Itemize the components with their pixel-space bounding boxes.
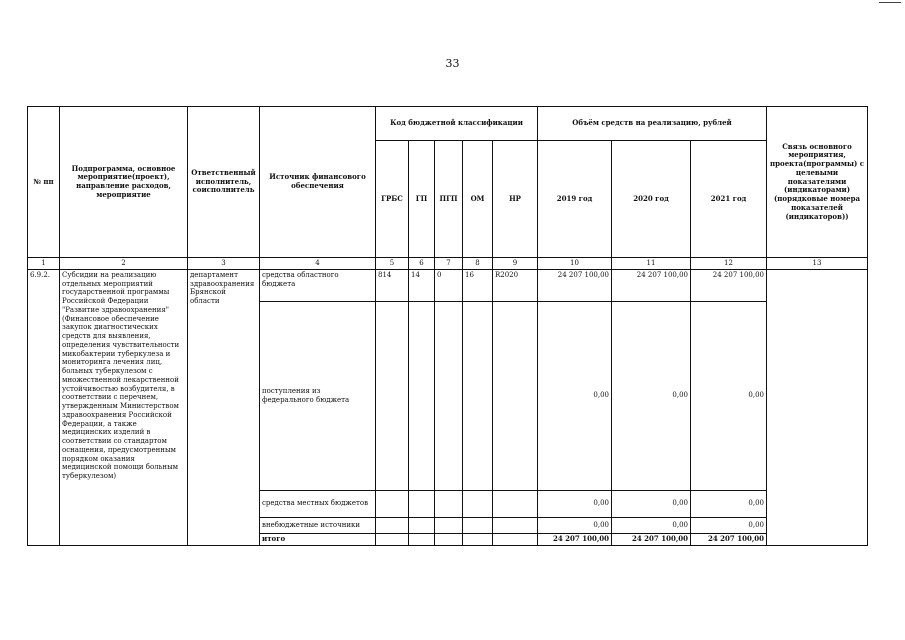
cell-om: 16 [463, 269, 493, 301]
cell-pgp [435, 490, 463, 517]
header-budget-class: Код бюджетной классификации [376, 107, 538, 141]
cell-2021: 0,00 [691, 301, 767, 490]
header-gp: ГП [409, 141, 435, 258]
corner-mark [879, 2, 901, 3]
column-number: 13 [767, 258, 868, 270]
column-number: 7 [435, 258, 463, 270]
cell-gp [409, 533, 435, 545]
cell-pgp [435, 517, 463, 533]
cell-pgp [435, 301, 463, 490]
column-number: 6 [409, 258, 435, 270]
cell-grbs [376, 517, 409, 533]
column-number: 2 [60, 258, 188, 270]
cell-link [767, 269, 868, 545]
cell-2019: 24 207 100,00 [538, 269, 612, 301]
cell-pgp [435, 533, 463, 545]
cell-2021: 0,00 [691, 490, 767, 517]
cell-2021: 24 207 100,00 [691, 533, 767, 545]
column-number: 1 [28, 258, 60, 270]
header-grbs: ГРБС [376, 141, 409, 258]
cell-np [493, 490, 538, 517]
source-name: средства местных бюджетов [260, 490, 376, 517]
header-volume: Объём средств на реализацию, рублей [538, 107, 767, 141]
cell-grbs [376, 301, 409, 490]
cell-2019: 0,00 [538, 517, 612, 533]
cell-2020: 24 207 100,00 [612, 533, 691, 545]
source-name: внебюджетные источники [260, 517, 376, 533]
header-np: НР [493, 141, 538, 258]
cell-2021: 24 207 100,00 [691, 269, 767, 301]
cell-om [463, 490, 493, 517]
cell-2020: 0,00 [612, 517, 691, 533]
cell-2020: 0,00 [612, 490, 691, 517]
source-name: итого [260, 533, 376, 545]
cell-pgp: 0 [435, 269, 463, 301]
column-number: 9 [493, 258, 538, 270]
header-pgp: ПГП [435, 141, 463, 258]
cell-om [463, 301, 493, 490]
header-2020: 2020 год [612, 141, 691, 258]
source-name: поступления из федерального бюджета [260, 301, 376, 490]
page-number: 33 [445, 57, 460, 70]
column-number: 3 [188, 258, 260, 270]
cell-np [493, 533, 538, 545]
cell-grbs [376, 490, 409, 517]
cell-2019: 0,00 [538, 301, 612, 490]
cell-gp: 14 [409, 269, 435, 301]
header-source: Источник финансового обеспечения [260, 107, 376, 258]
header-row-1 [28, 107, 868, 141]
cell-gp [409, 301, 435, 490]
header-executor: Ответственный исполнитель, соисполнитель [188, 107, 260, 258]
column-number-row [28, 258, 868, 270]
column-number: 5 [376, 258, 409, 270]
row-number: 6.9.2. [28, 269, 60, 545]
cell-2020: 0,00 [612, 301, 691, 490]
header-link: Связь основного мероприятия, проекта(программы) с целевыми показателями (индикаторами) (порядковые номера показателей (индикаторов)) [767, 107, 868, 258]
cell-np [493, 517, 538, 533]
cell-gp [409, 517, 435, 533]
header-om: ОМ [463, 141, 493, 258]
table-row [28, 269, 868, 301]
row-description: Субсидии на реализацию отдельных мероприятий государственной программы Российской Федерации "Развитие здравоохранения" (Финансовое обеспечение закупок диагностических средств для выявления, определения чувствительности микобактерии туберкулеза и мониторинга лечения лиц, больных туберкулезом с множественной лекарственной устойчивостью возбудителя, в соответствии с перечнем, утвержденным Министерством здравоохранения Российской Федерации, а также медицинских изделий в соответствии со стандартом оснащения, предусмотренным порядком оказания медицинской помощи больным туберкулезом) [60, 269, 188, 545]
cell-2019: 24 207 100,00 [538, 533, 612, 545]
cell-2019: 0,00 [538, 490, 612, 517]
column-number: 8 [463, 258, 493, 270]
cell-om [463, 517, 493, 533]
cell-grbs [376, 533, 409, 545]
header-2021: 2021 год [691, 141, 767, 258]
header-program: Подпрограмма, основное мероприятие(проект), направление расходов, мероприятие [60, 107, 188, 258]
column-number: 12 [691, 258, 767, 270]
cell-om [463, 533, 493, 545]
row-executor: департамент здравоохранения Брянской области [188, 269, 260, 545]
column-number: 4 [260, 258, 376, 270]
cell-2020: 24 207 100,00 [612, 269, 691, 301]
budget-table [27, 106, 868, 546]
column-number: 11 [612, 258, 691, 270]
cell-2021: 0,00 [691, 517, 767, 533]
column-number: 10 [538, 258, 612, 270]
cell-np [493, 301, 538, 490]
source-name: средства областного бюджета [260, 269, 376, 301]
cell-grbs: 814 [376, 269, 409, 301]
header-num: № пп [28, 107, 60, 258]
header-2019: 2019 год [538, 141, 612, 258]
cell-gp [409, 490, 435, 517]
cell-np: R2020 [493, 269, 538, 301]
